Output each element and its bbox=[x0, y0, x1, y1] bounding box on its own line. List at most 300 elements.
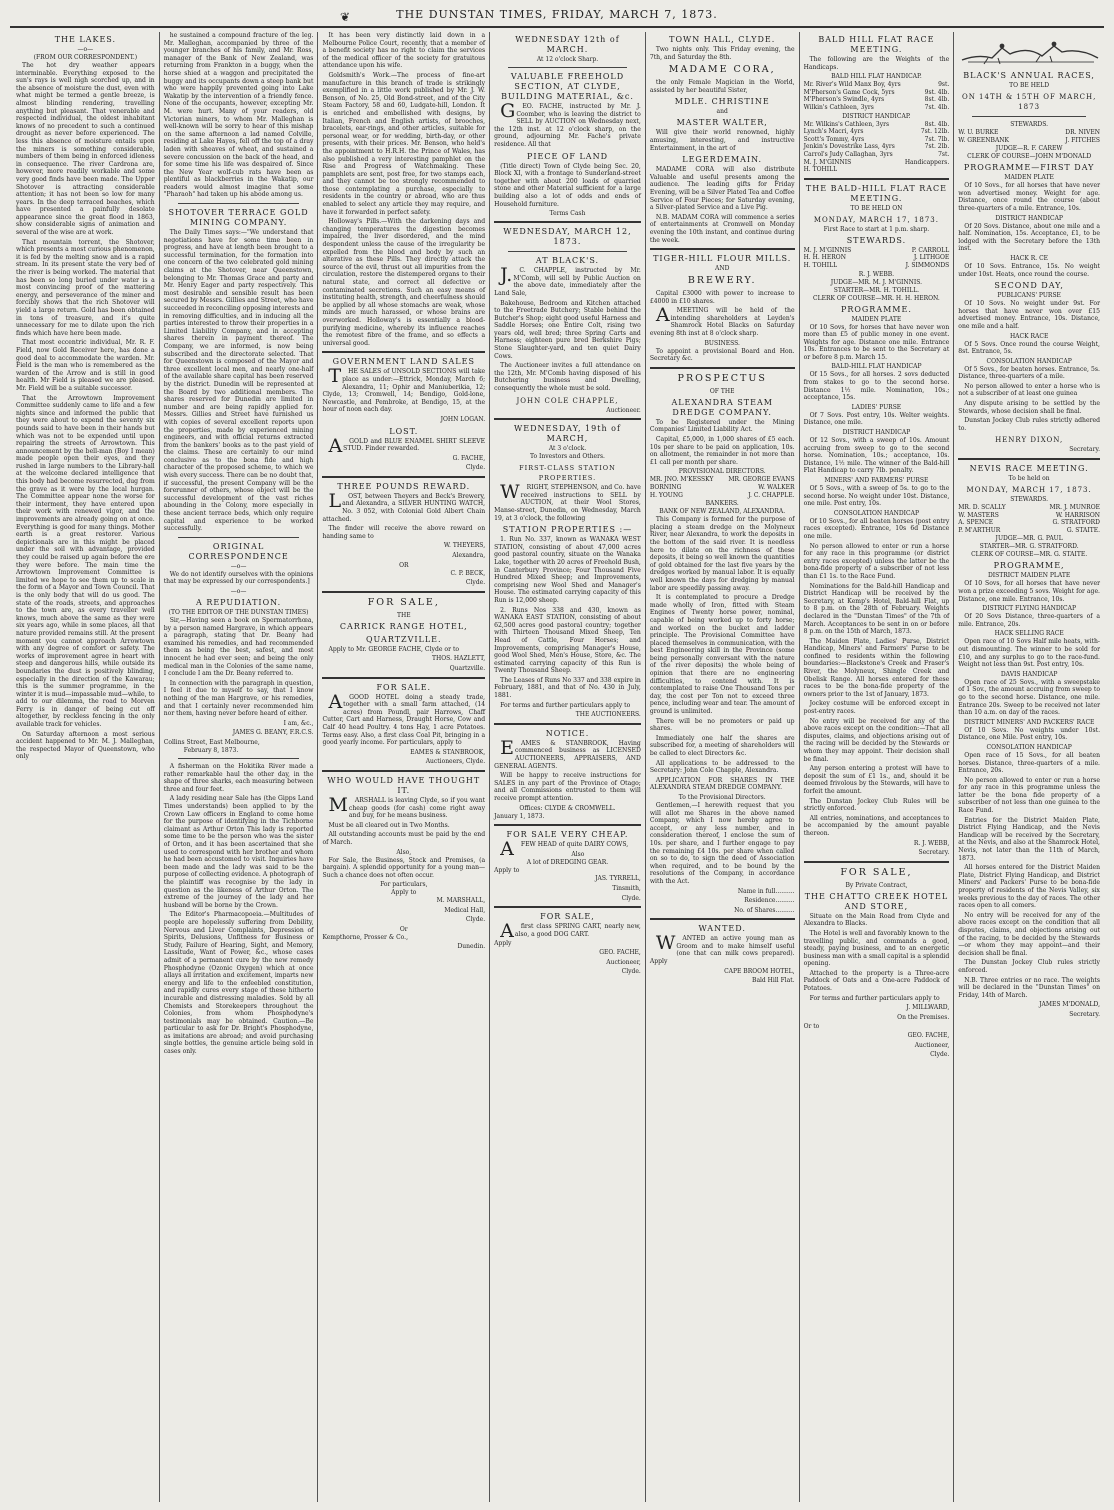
fleuron-left-icon: ❦ bbox=[340, 10, 352, 24]
handicappers-label: Handicappers. bbox=[904, 158, 950, 166]
ad-title: MDLE. CHRISTINE bbox=[674, 97, 770, 107]
ad-title: NOTICE. bbox=[545, 728, 590, 738]
ad-title: FOR SALE. bbox=[376, 682, 432, 692]
ad-terms: Terms Cash bbox=[549, 210, 586, 218]
steward-row-cell: MR. D. SCALLY bbox=[958, 504, 1006, 512]
weight-row-cell: 8st. 4lb. bbox=[924, 96, 950, 104]
ad-body: Capital, £5,000, in 1,000 shares of £5 each. 10s per share to be paid on application, 10s. on allotment, the remainder in not more than £1 call per month per share. bbox=[649, 436, 795, 466]
divider bbox=[958, 458, 1100, 460]
divider bbox=[650, 248, 795, 250]
ad-title: FOR SALE, bbox=[367, 596, 440, 608]
steward-row bbox=[804, 254, 950, 262]
ad-body: Immediately one half the shares are subscribed for, a meeting of shareholders will be called to elect Directors &c. bbox=[649, 734, 795, 757]
director: MR. GEORGE EVANS bbox=[728, 476, 795, 484]
weight-row-cell: 9st. 4lb. bbox=[924, 88, 950, 96]
ad-date: MONDAY, MARCH 17, 1873. bbox=[813, 215, 939, 224]
director: BORNING bbox=[649, 484, 682, 491]
ad-body: The Dunstan Jockey Club rules strictly enforced. bbox=[958, 959, 1100, 974]
ad-location: Clyde. bbox=[465, 464, 486, 472]
divider bbox=[494, 906, 641, 908]
race-title: DISTRICT HANDICAP bbox=[842, 429, 911, 437]
race-title: HACK RACE bbox=[1009, 332, 1049, 340]
handicapper: M. J. M'GINNIS bbox=[803, 158, 852, 166]
ad-body: EAMES & STANBROOK, Having commenced business as LICENSED AUCTIONEERS, APPRAISERS, AND GENERAL AGENTS. bbox=[494, 736, 641, 770]
steward-row bbox=[958, 504, 1100, 512]
ad-location: Secretary. bbox=[1069, 446, 1100, 454]
race-body: Of 10 Sovs. No weights under 10st. Distance, one Mile. Post entry, 10s. bbox=[958, 726, 1100, 742]
letter-close: I am, &c., bbox=[283, 719, 314, 727]
ad-date: MONDAY, MARCH 17, 1873. bbox=[966, 486, 1092, 495]
divider bbox=[508, 67, 627, 68]
ad-signature: JOHN LOGAN. bbox=[440, 415, 486, 423]
ad-body: Bakehouse, Bedroom and Kitchen attached to the Freetrade Butchery; Stable behind the Butcher's Shop; eight good useful Harness and Saddle Horses; one Entire Colt, rising two years old, well bred; three Spring Carts and Harness; eighteen pure bred Berkshire Pigs; Stone Slaughter-yard, and ten quiet Dairy Cows. bbox=[494, 299, 641, 360]
steward-row-cell: G. STAITE. bbox=[1066, 526, 1100, 534]
steward-row-cell: M. J. M'GINNIS bbox=[803, 246, 852, 254]
steward-row-cell: W. MASTERS bbox=[958, 511, 999, 519]
race-body: Of 10 Sovs, for horses that have never won more than £5 of public money in one event. Weights for age. Distance one mile. Entrance 10s. Entrances to be sent to the Secretary at or before 8 p.m. March 15. bbox=[803, 323, 950, 361]
steward-row bbox=[804, 247, 950, 255]
ad-also: Also bbox=[571, 850, 585, 858]
weight-row-cell: Wilkin's Cathleen, 3yrs bbox=[803, 103, 874, 111]
ad-subheading: STEWARDS. bbox=[1010, 496, 1049, 504]
ad-location: Clyde. bbox=[621, 968, 641, 976]
director: W. WALKER bbox=[758, 484, 795, 491]
form-field-name: Name in full.......... bbox=[737, 887, 795, 895]
race-body: Of 5 Sovs., for beaten horses. Entrance, 5s. Distance, three-quarters of a mile. bbox=[958, 365, 1100, 381]
ad-body: For terms and further particulars apply to bbox=[500, 701, 631, 709]
ad-body: AGOLD and BLUE ENAMEL SHIRT SLEEVE STUD. Finder rewarded. bbox=[328, 434, 486, 457]
ad-body: All entries, nominations, and acceptances to be accompanied by the amount payable thereon. bbox=[803, 814, 950, 837]
ad-heading: WEDNESDAY 12th of MARCH. bbox=[515, 35, 620, 54]
ad-signature: CAPE BROOM HOTEL, bbox=[724, 967, 795, 975]
ad-signature: THOS. HAZLETT, bbox=[432, 655, 486, 663]
race-body: Of 5 Sovs. Once round the course Weight, 8st. Entrance, 5s. bbox=[958, 340, 1100, 356]
ad-text: To the Provisional Directors. bbox=[678, 793, 766, 801]
ad-body: No entry will be received for any of the above races except on the condition that all disputes, claims, and objections arising out of the racing, to be decided by the Stewards—or whom they may appoint—and their decision shall be final. bbox=[958, 911, 1100, 957]
ad-official: JUDGE—R. F. CAREW bbox=[995, 145, 1063, 153]
ad-title: THREE POUNDS REWARD. bbox=[337, 481, 471, 491]
ad-subheading: BALD HILL FLAT HANDICAP. bbox=[831, 73, 922, 81]
ad-footer: Dunedin. bbox=[457, 942, 486, 950]
weight-row-cell: Mr. River's Wild Manx Boy, 4yrs bbox=[803, 81, 901, 89]
form-field-shares: No. of Shares.......... bbox=[734, 906, 795, 914]
ad-signature: JAS. TYRRELL, bbox=[595, 875, 641, 883]
race-title: CONSOLATION HANDICAP bbox=[833, 509, 920, 517]
ad-of-the: OF THE bbox=[709, 387, 735, 395]
ad-subheading: At 3 o'clock. bbox=[548, 445, 587, 453]
weight-row bbox=[804, 136, 950, 144]
ad-title: WHO WOULD HAVE THOUGHT IT. bbox=[327, 775, 481, 795]
race-title: CONSOLATION HANDICAP bbox=[986, 743, 1072, 751]
weights-list bbox=[804, 121, 950, 159]
weights-list bbox=[804, 81, 950, 111]
column-4 bbox=[490, 32, 646, 1502]
ad-body: The Hotel is well and favorably known to the travelling public, and commands a good, steady, paying business, and to an energetic business man with a small capital is a splendid opening. bbox=[803, 929, 950, 968]
paragraph: Goldsmith's Work.—The process of fine-art manufacture in this branch of trade is strikingly exemplified in a little work published by Mr. J. W. Benson, of No. 25, Old Bond-street, and of the City Steam Factory, 58 and 60, Ludgate-hill, London. It is enriched and embellished with designs, by Italian, French and English artists, of brooches, bracelets, ear-rings, and other articles, suitable for personal wear, or for wedding, birth-day, or other presents, with their prices. Mr. Benson, who held's the appointment to H.R.H. the Prince of Wales, has also published a very interesting pamphlet on the Rise and Progress of Watchmaking. These pamphlets are sent, post free, for two stamps each, and they cannot be too strongly recommended to those contemplating a purchase, especially to residents in the country or abroad, who are thus enabled to select any article they may require, and have it forwarded in perfect safety. bbox=[322, 71, 486, 216]
race-body: Of 5 Sovs., with a sweep of 5s. to go to the second horse. No weight under 10st. Distance, one mile. Post entry, 10s. bbox=[803, 485, 950, 508]
ad-title: ALEXANDRA STEAM DREDGE COMPANY. bbox=[671, 397, 773, 417]
divider bbox=[494, 221, 641, 223]
steward-row-cell: P. CARROLL bbox=[911, 246, 950, 254]
race-title: DISTRICT FLYING HANDICAP bbox=[982, 605, 1076, 613]
ad-also: Also, bbox=[396, 848, 412, 856]
weight-row-cell: M'Pherson's Swindle, 4yrs bbox=[803, 96, 885, 104]
race-body: Of 10 Sovs. Entrance, 15s. No weight under 10st. Heats, once round the course. bbox=[958, 262, 1100, 278]
divider bbox=[494, 723, 641, 725]
horse-race-vignette-icon bbox=[958, 34, 1104, 68]
ad-body: N.B. MADAM CORA will commence a series of entertainments at Cromwell on Monday evening the 10th instant, and continue during the week. bbox=[649, 213, 795, 244]
ad-title: QUARTZVILLE. bbox=[366, 634, 442, 644]
ad-title: FIRST-CLASS STATION PROPERTIES. bbox=[519, 464, 616, 483]
divider bbox=[804, 178, 950, 180]
ad-body: AGOOD HOTEL doing a steady trade, together with a small farm attached, (14 acres) from Poundl, pair Harrows, Chaff Cutter, Cart and Harness, Draught Horse, Cow and Calf 40 head Poultry. 4 tons Hay, 1 acre Potatoes. Terms easy. Also, a first class Coal Pit, bringing in a good yearly income. For particulars, apply to bbox=[322, 690, 486, 747]
race-body: Of 20 Sovs. Distance, about one mile and a half. Nomination, 15s. Acceptance, £1, to be lodged with the Secretary before the 13th inst. bbox=[958, 222, 1100, 253]
ad-body: For Sale, the Business, Stock and Premises, (a bargain). A splendid opportunity for a young man—Such a chance does not often occur. bbox=[322, 856, 486, 879]
ad-title: AT BLACK'S. bbox=[535, 256, 600, 266]
stewards-list bbox=[958, 504, 1100, 534]
ad-signature: G. FACHE, bbox=[452, 454, 486, 462]
divider bbox=[508, 251, 627, 252]
directors-row bbox=[650, 484, 795, 492]
steward-row-cell: P. M'ARTHUR bbox=[958, 526, 1001, 534]
ad-subheading: TO BE HELD bbox=[1009, 82, 1050, 89]
divider bbox=[178, 537, 300, 538]
ad-footer: Kempthorne, Prosser & Co., bbox=[322, 934, 408, 942]
ad-body: All applications to be addressed to the Secretary: John Cole Chapple, Alexandra. bbox=[649, 759, 795, 775]
steward-row bbox=[958, 137, 1100, 145]
steward-row-cell: H. H. HERON bbox=[803, 254, 846, 262]
ad-body: J.C. CHAPPLE, instructed by Mr. M'Comb, will sell by Public Auction on the above date, immediately after the Land Sale, bbox=[494, 264, 641, 297]
stewards-list bbox=[958, 129, 1100, 144]
ad-apply: Apply bbox=[494, 940, 512, 948]
steward-row bbox=[958, 519, 1100, 527]
steward-row-cell: J. LITHGOE bbox=[913, 254, 950, 262]
ad-signature: GEO. FACHE, bbox=[907, 1032, 950, 1040]
ad-body: Two nights only. This Friday evening, the 7th, and Saturday the 8th. bbox=[649, 46, 795, 61]
ad-and: AND bbox=[715, 265, 730, 273]
paragraph: That mountain torrent, the Shotover, which presents a most curious phenomenon, it is fed by the melting snow and is a rapid stream. In its present state the very bed of the river is being worked. The material that has been so long buried under water is a most convincing proof of the mattering energy, and perseverance of the miner and forcibly shows that the rich Shotover will yield a large return. Gold has been obtained in tons of treasure, and it's quite unnecessary for me to dilate upon the rich finds which have here been made. bbox=[16, 238, 155, 337]
divider bbox=[972, 116, 1086, 117]
ad-body: Nominations for the Bald-hill Handicap and District Handicap will be received by the Secretary, at Kemp's Hotel, Bald-hill Flat, up to 8 p.m. on the 28th of February. Weights declared in the "Dunstan Times" of the 7th of March. Acceptances to be sent in on or before 8 p.m. on the 15th of March, 1873. bbox=[803, 582, 950, 636]
ad-date: ON 14TH & 15TH OF MARCH, 1873 bbox=[961, 93, 1097, 111]
ad-or: Or to bbox=[803, 1023, 820, 1031]
divider bbox=[494, 418, 641, 420]
paragraph: That most eccentric individual, Mr. R. F. Field, now Gold Receiver here, has done a good deal to accommodate the warden. Mr. Field is the man who is remembered as the warden of the Arrow and is still in good health. Mr Field is pleased we are pleased. Mr. Field will be a suitable successor. bbox=[16, 339, 155, 392]
masthead-text: THE DUNSTAN TIMES, FRIDAY, MARCH 7, 1873. bbox=[396, 8, 718, 21]
ad-location: Auctioneer. bbox=[606, 406, 641, 414]
weight-row-cell: Jenkin's Dovestrike Lass, 4yrs bbox=[803, 143, 895, 151]
steward-row bbox=[804, 262, 950, 270]
divider bbox=[650, 918, 795, 920]
weight-row bbox=[804, 96, 950, 104]
ad-title: STATION PROPERTIES :— bbox=[502, 525, 633, 535]
ad-subheading: At 12 o'clock Sharp. bbox=[536, 56, 599, 63]
ad-title: NEVIS RACE MEETING. bbox=[969, 464, 1089, 474]
ad-subheading: STEWARDS. bbox=[846, 235, 907, 245]
race-title: HACK R. CE bbox=[1010, 254, 1049, 262]
ad-offices: Offices: CLYDE & CROMWELL. bbox=[519, 804, 616, 812]
steward-row-cell: J. FITCHES bbox=[1065, 136, 1100, 144]
ad-official: CLERK OF COURSE—MR. H. H. HERON. bbox=[813, 294, 940, 302]
paragraph: The Daily Times says:—"We understand that negotiations have for some time been in progress, and have at length been brought to a successful termination, for the formation into one concern of the two celebrated gold mining claims at the Shotover, near Queenstown, belonging to Mr. Thomas Grace and party and Mr. Henry Eager and party respectively. This most desirable and sensible result has been secured by Messrs. Gillies and Street, who have succeeded in reconciling opposing interests and in removing difficulties, and in inducing all the parties interested to throw their properties in a Limited Liability Company, and in accepting shares therein in payment thereof. The Company, we are informed, is now being subscribed and the directorate selected. That for Queenstown is composed of the Mayor and three excellent local men, and nearly one-half of the available share capital has been reserved by the district. Dunedin will be represented at the Board by two additional members. The shares reserved for Dunedin are limited in number and are being rapidly applied for. Messrs. Gillies and Street have furnished us with copies of several excellent reports upon the properties, made by experienced mining engineers, and with official returns extracted from the bankers' books as to the past yield of the claims. These are certainly to our mind conclusive as to the bona fide and high character of the proposed scheme, to which we wish every success. There can be no doubt that, if successful, the present Company will be the forerunner of others, whose object will be the successful development of the vast riches abounding in the Colony, more especially in these ancient terrace beds, which only require capital and experience to be worked successfully. bbox=[163, 229, 314, 533]
ad-body: MADAME CORA will also distribute Valuable and useful presents among the audience. The leading gifts for Friday Evening, will be a Silver Plated Tea and Coffee Service of Four Pieces; for Saturday evening, a Silver-plated Service and a Live Pig. bbox=[649, 166, 795, 212]
ad-title: LEGERDEMAIN. bbox=[682, 155, 763, 165]
paragraph: In connection with the paragraph in question, I feel it due to myself to say, that I know nothing of the man Hargrave, or his remedies, and that I certainly never recommended him nor them, having never before heard of either. bbox=[163, 679, 314, 718]
ad-title: BLACK'S ANNUAL RACES, bbox=[963, 71, 1095, 80]
dash: —o— bbox=[230, 562, 247, 570]
weight-row-cell: 7st. 4lb. bbox=[924, 103, 950, 111]
ad-text: For particulars, bbox=[380, 881, 428, 889]
race-title: DISTRICT HANDICAP bbox=[995, 214, 1063, 222]
ad-body: GEO. FACHE, instructed by Mr. J. Coomber, who is leaving the district to SELL by AUCTION on Wednesday next, the 12th inst. at 12 o'clock sharp, on the ground, adjourning Mr. Fache's private residence. All that bbox=[494, 100, 641, 148]
ad-signature: M. MARSHALL, bbox=[436, 897, 486, 905]
ad-title: LOST. bbox=[389, 426, 419, 436]
ad-body: The Dunstan Jockey Club Rules will be strictly enforced. bbox=[803, 797, 950, 813]
ad-text: Apply to bbox=[391, 889, 417, 897]
paragraph: Sir,—Having seen a book on Spermatorrhœa, by a person named Hargrave, in which appears a paragraph, stating that Dr. Beany had examined his remedies, and had recommended them as being the best, safest, and most innocent he had ever seen; and being the only medical man in the Colonies of the same name, I conclude I am the Dr. Beany referred to. bbox=[163, 617, 314, 678]
ad-body: No person allowed to enter or run a horse for any race in this programme (or district entry races excepted) unless the latter be the bona-fide property of a subscriber of not less than £1 1s. to the Race Fund. bbox=[803, 542, 950, 580]
ad-body: WRIGHT, STEPHENSON, and Co. have received instructions to SELL by AUCTION, at their Wool Stores, Manse-street, Dunedin, on Wednesday, March 19, at 3 o'clock, the following bbox=[494, 481, 641, 522]
weight-row-cell: 7st. bbox=[938, 150, 950, 158]
steward-row-cell: DR. NIVEN bbox=[1065, 129, 1100, 136]
ad-body: WANTED an active young man as Groom and to make himself useful (one that can milk cows prepared). Apply bbox=[649, 932, 795, 966]
section-title: ORIGINAL CORRESPONDENCE bbox=[188, 541, 289, 561]
divider bbox=[494, 824, 641, 826]
weight-row bbox=[804, 104, 950, 112]
race-body: Of 20 Sovs Distance, three-quarters of a mile. Entrance, 20s. bbox=[958, 613, 1100, 628]
race-body: Of 10 Sovs, for all horses that have never won a prize exceeding 5 sovs. Weight for age. Distance, one mile. Entrance, 10s. bbox=[958, 580, 1100, 603]
ad-and: and bbox=[716, 108, 728, 116]
ad-title: CARRICK RANGE HOTEL, bbox=[339, 621, 468, 631]
paragraph: he sustained a compound fracture of the leg. Mr. Malleghan, accompanied by three of the younger branches of his family, and Mr. Ross, manager of the Bank of New Zealand, was returning from Frankton in a buggy, when the horse shied at a waggon and precipitated the buggy and its occupants down a steep bank but who were happily prevented going into Lake Wakatip by the intervention of a friendly fence. None of the occupants, however, excepting Mr. M. were hurt. Many of your readers, old Victorian miners, to whom Mr. Malleghan is well-known will be sorry to hear of this mishap on the same afternoon a lad named Colville, residing at Lake Hayes, fell off the top of a dray laden with sheaves of wheat, and sustained a severe concussion on the back of the head, and for some time his life was despaired of. Since the New Year wolf-cub rats have been as plentiful as blackberries in the Wakatip, our readers would almost imagine that some "Pharaoh" had taken up his abode among us. bbox=[163, 32, 314, 199]
weight-row bbox=[804, 128, 950, 136]
race-body: Of 10 Sovs., for all beaten horses (post entry races excepted). Entrance, 10s 6d Distance one mile. bbox=[803, 517, 950, 540]
ad-body: (Title direct) Town of Clyde being Sec. 20, Block XI, with a frontage to Sunderland-street together with about 200 loads of quarried stone and other Material sufficient for a large building also a lot of odds and ends of Household furniture. bbox=[494, 162, 641, 208]
ad-signature: R. J. WEBB, bbox=[913, 839, 950, 847]
weight-row bbox=[804, 151, 950, 159]
race-body: Open race of 25 Sovs., with a sweepstake of 1 Sov., the amount accruing from sweep to go to the second horse. Distance, one mile. Entrance 20s. Sweep to be received not later than 10 a.m. on day of the races. bbox=[958, 678, 1100, 717]
ad-text: To be held on bbox=[1008, 475, 1050, 483]
column-2 bbox=[160, 32, 319, 1502]
ad-body: THE SALES of UNSOLD SECTIONS will take place as under:—Ettrick, Monday, March 6; Alexandra, 11; Ophir and Maniuberikia, 12; Clyde, 13; Cromwell, 14; Bendigo, Gold-lone, Newcastle, and Pembroke, at Bendigo, 15, at the hour of noon each day. bbox=[322, 365, 486, 414]
article-title: THE LAKES. bbox=[54, 35, 117, 44]
ad-body: To appoint a provisional Board and Hon. Secretary &c. bbox=[649, 347, 795, 363]
ad-title: MASTER WALTER, bbox=[676, 118, 768, 128]
paragraph: The Editor's Pharmacopoeia.—Multitudes of people are hopelessly suffering from Debility, Nervous and Liver Complaints, Depression of Spirits, Delusions, Unfitness for Business or Study, Failure of Hearing, Sight, and Memory, Lassitude, Want of Power, &c., whose cases admit of a permanent cure by the new remedy Phosphodyne (Ozonic Oxygen) which at once allays all irritation and excitement, imparts new energy and life to the enfeebled constitution, and rapidly cures every stage of these hitherto incurable and distressing maladies. Sold by all Chemists and Storekeepers throughout the Colonies, from whom Phosphodyne's testimonials may be obtained. Caution.—Be particular to ask for Dr. Bright's Phosphodyne, as imitations are abroad; and avoid purchasing single bottles, the genuine article being sold in cases only. bbox=[163, 911, 314, 1056]
ad-location: Clyde. bbox=[465, 916, 486, 924]
divider bbox=[178, 203, 300, 204]
letter-date: February 8, 1873. bbox=[183, 746, 239, 754]
handicappers-row bbox=[804, 159, 950, 167]
divider bbox=[178, 758, 300, 759]
weight-row-cell: 7st. 2lb. bbox=[924, 143, 950, 151]
race-body: Of 10 Sovs. No weight under 9st. For horses that have never won over £15 advertised money. Entrance, 10s. Distance, one mile and a half. bbox=[958, 300, 1100, 330]
ad-body: 2. Runs Nos 338 and 430, known as WANAKA EAST STATION, consisting of about 62,500 acres good pastoral country; together with Thirteen Thousand Mixed Sheep, Ten Head of Cattle, Four Horses; and Improvements, comprising Manager's House, good Wool Shed, Men's House, Store, &c. The estimated carrying capacity of this Run is Twenty Thousand Sheep. bbox=[494, 606, 641, 675]
weight-row-cell: Scott's Tommy, 4yrs bbox=[803, 135, 865, 143]
race-title: MAIDEN PLATE bbox=[851, 315, 902, 323]
weight-row bbox=[804, 143, 950, 151]
race-title: BALD-HILL FLAT HANDICAP bbox=[831, 363, 922, 371]
ad-body: To be Registered under the Mining Companies' Limited Liability Act. bbox=[649, 418, 795, 434]
ad-body: No entry will be received for any of the above races except on the condition:—That all disputes, claims, and objections arising out of the racing will be decided by the Stewards or whom they may appoint. Their decision shall be final. bbox=[803, 717, 950, 763]
weight-row bbox=[804, 121, 950, 129]
ad-body: The Auctioneer invites a full attendance on the 12th, Mr. M'Comb having disposed of his Butchering business and Dwelling, consequently the whole must be sold. bbox=[494, 362, 641, 393]
ad-body: The following are the Weights of the Handicaps. bbox=[803, 56, 950, 71]
paragraph: On Saturday afternoon a most serious accident happened to Mr. M. J. Malleghan, the respected Mayor of Queenstown, who only bbox=[16, 730, 155, 761]
steward: R. J. WEBB. bbox=[858, 270, 895, 278]
steward-row bbox=[958, 512, 1100, 520]
weight-row-cell: 8st. 4lb. bbox=[924, 120, 950, 128]
ad-location: Auctioneer, bbox=[606, 958, 641, 966]
byline: (FROM OUR CORRESPONDENT.) bbox=[33, 54, 138, 61]
ad-official: CLERK OF COURSE—MR. G. STAITE. bbox=[971, 551, 1088, 559]
divider bbox=[322, 770, 485, 772]
ad-body: The Maiden Plate, Ladies' Purse, District Handicap, Miners' and Farmers' Purse to be confined to residents within the following boundaries:—Blackstone's Creek and Fraser's River, the Molyneux, Shingle Creek and Obelisk Range. All horses entered for these races to be the bona-fide property of the owners prior to the 1st of January, 1873. bbox=[803, 637, 950, 698]
letter-address-line: Collins Street, East Melbourne, bbox=[163, 738, 260, 746]
ad-subheading: PROVISIONAL DIRECTORS. bbox=[678, 468, 766, 476]
paragraph: Holloway's Pills.—With the darkening days and changing temperatures the digestion becomes impaired, the liver disordered, and the mind despondent unless the cause of the irregularity be expelled from the blood and body by such an alterative as these Pills. They directly attack the source of the evil, thrust out all impurities from the circulation, restore the distempered organs to their natural state, and correct all defective or contaminated secretions. Such an easy means of instituting health, strength, and cheerfulness should be applied by all whose stomachs are weak, whose minds are much harassed, or whose brains are overworked. Holloway's is essentially a blood-purifying medicine, whereby its influence reaches the remotest fibre of the frame, and so effects a universal good. bbox=[322, 218, 486, 347]
ad-date: January 1, 1873. bbox=[494, 812, 545, 820]
ad-subheading: DISTRICT HANDICAP. bbox=[842, 112, 911, 120]
column-5 bbox=[646, 32, 800, 1502]
ad-body: N.B. Three entries or no race. The weights will be declared in the "Dunstan Times" on Friday, 14th of March. bbox=[958, 976, 1100, 999]
weight-row-cell: Carrol's Judy Callaghan, 3yrs bbox=[803, 150, 893, 158]
ad-body: A lot of DREDGING GEAR. bbox=[526, 858, 609, 866]
paragraph: It has been very distinctly laid down in a Melbourne Police Court, recently, that a member of a benefit society has no right to claim the services of the medical officer of the society for gratuitous attendance upon his wife. bbox=[322, 32, 486, 70]
divider bbox=[322, 677, 485, 679]
ad-location: Clyde. bbox=[465, 579, 486, 587]
steward-row bbox=[958, 129, 1100, 137]
director: J. C. CHAPPLE. bbox=[748, 491, 795, 499]
race-body: Of 12 Sovs., with a sweep of 10s. Amount accruing from sweep to go to the second horse. Nomination, 10s.; acceptance, 10s. Distance, 1½ mile. The winner of the Bald-hill Flat Handicap to carry 7lb. penalty. bbox=[803, 437, 950, 475]
paragraph: A fisherman on the Hokitika River made a rather remarkable haul the other day, in the shape of three sharks, each measuring between three and four feet. bbox=[163, 763, 314, 793]
steward-row-cell: MR. J. MUNROE bbox=[1049, 504, 1100, 512]
steward-row-cell: H. TOHILL bbox=[803, 261, 838, 269]
steward-row-cell: W. HARRISON bbox=[1055, 511, 1100, 519]
race-body: Open race of 10 Sovs Half mile heats, with-out dismounting. The winner to be sold for £10, and any surplus to go to the race-fund. Weight not less than 9st. Post entry, 10s. bbox=[958, 638, 1100, 669]
ad-body: Will give their world renowned, highly amusing, interesting, and instructive Entertainment, in the art of bbox=[649, 129, 795, 152]
steward-row-cell: A. SPENCE bbox=[958, 519, 994, 527]
ad-body: Afirst class SPRING CART, nearly new, also, a good DOG CART. bbox=[500, 920, 641, 943]
ad-location: Clyde. bbox=[930, 1051, 950, 1059]
divider bbox=[322, 351, 485, 353]
ad-body: AMEETING will be held of the intending shareholders at Leyden's Shamrock Hotel Blacks on Saturday evening 8th inst at 8 o'clock sharp. bbox=[649, 304, 795, 338]
weight-row-cell: 9st. bbox=[938, 81, 950, 89]
ad-title: THE BALD-HILL FLAT RACE MEETING. bbox=[805, 183, 947, 203]
ad-signature: JOHN COLE CHAPPLE, bbox=[516, 396, 619, 405]
race-title: MAIDEN PLATE bbox=[1004, 174, 1054, 182]
divider bbox=[322, 591, 485, 593]
ad-title: GOVERNMENT LAND SALES bbox=[332, 357, 475, 367]
ad-subheading: STEWARDS. bbox=[1010, 121, 1049, 128]
weight-row bbox=[804, 81, 950, 89]
dash: —o— bbox=[77, 46, 94, 53]
dash: —o— bbox=[230, 588, 247, 595]
ad-body: The Leases of Runs No 337 and 338 expire in February, 1881, and that of No. 430 in July, 1881. bbox=[494, 676, 641, 700]
ad-body: All horses entered for the District Maiden Plate, District Flying Handicap, and District Miners' and Packers' Purse to be bona-fide property of residents of the Nevis Valley, six weeks previous to the day of races. The other races open to all comers. bbox=[958, 864, 1100, 910]
ad-location: Auctioneer, bbox=[914, 1041, 950, 1049]
ad-body: AFEW HEAD of quite DAIRY COWS, bbox=[500, 838, 629, 861]
ad-body: Entries for the District Maiden Plate, District Flying Handicap, and the Nevis Handicap will be received by the Secretary, at the Nevis, and also at the Shamrock Hotel, Nevis, not later than the 11th of March, 1873. bbox=[958, 816, 1100, 862]
race-title: DISTRICT MAIDEN PLATE bbox=[987, 572, 1071, 580]
column-7 bbox=[954, 32, 1104, 1502]
ad-the: THE bbox=[396, 611, 411, 619]
ad-title: FOR SALE, bbox=[540, 912, 595, 922]
paragraph: The hot dry weather appears interminable. Everything exposed to the sun's rays is well nigh scorched up, and in the absence of moisture the dust, even with what might be termed a gentle breeze, is almost blinding rendering, travelling anything but pleasant. That venerable and respected individual, the oldest inhabitant knows of no precedent to such a continued drought as never before experienced. The less this absence of moisture entails upon the miners is something considerable, numbers of them being in enforced idleness in consequence. The river Cardrona are, however, more readily workable and some very good finds have been made. The Upper Shotover is attracting considerable attention; it has not been so low for many years. In the deep terraced beaches, which have presented a painfully desolate appearance since the great flood in 1863, show considerable signs of animation and several of the wise are at work. bbox=[16, 62, 155, 237]
ad-body: APPLICATION FOR SHARES IN THE ALEXANDRA STEAM DREDGE COMPANY. bbox=[649, 776, 795, 792]
steward-row bbox=[958, 527, 1100, 535]
director: H. YOUNG bbox=[649, 491, 683, 499]
ad-or: OR bbox=[399, 561, 409, 569]
race-title: MINERS' AND FARMERS' PURSE bbox=[824, 477, 929, 484]
ad-location: Secretary. bbox=[1069, 1010, 1100, 1018]
ad-location: Bald Hill Flat. bbox=[752, 977, 795, 985]
ad-body: Must be all cleared out in Two Months. bbox=[328, 821, 450, 829]
steward-row-cell: W. U. BURKE bbox=[958, 129, 999, 136]
ad-body: MARSHALL is leaving Clyde, so if you want cheap goods (for cash) come right away and buy, for he means business. bbox=[328, 793, 486, 820]
ad-title: THE CHATTO CREEK HOTEL AND STORE, bbox=[804, 891, 949, 911]
ad-official: STARTER—MR. G. STRATFORD. bbox=[979, 543, 1079, 551]
ad-official: STARTER—MR. H. TOHILL. bbox=[833, 286, 920, 294]
divider bbox=[322, 476, 485, 478]
ad-location: Clyde. bbox=[621, 894, 641, 902]
race-title: HACK SELLING RACE bbox=[994, 630, 1064, 638]
ad-heading: WEDNESDAY, MARCH 12, 1873. bbox=[503, 227, 632, 247]
ad-body: No person allowed to enter or run a horse for any race in this programme unless the latter be the bona fide property of a subscriber of not less than one guinea to the Race Fund. bbox=[958, 776, 1100, 815]
weight-row bbox=[804, 89, 950, 97]
letter-address: (TO THE EDITOR OF THE DUNSTAN TIMES) bbox=[168, 609, 309, 616]
race-title: DISTRICT MINERS' AND PACKERS' RACE bbox=[963, 718, 1095, 726]
ad-title: FOR SALE, bbox=[840, 866, 913, 878]
ad-location: Auctioneers, Clyde. bbox=[425, 758, 486, 766]
paragraph: A lady residing near Sale has (the Gipps Land Times understands) been applied to by the Crown Law officers in England to come home for the purpose of identifying in the Tichborne claimant as Arthur Orton This lady is reported some time to be the person who was the sister of Orton, and it has been ascertained that she used to correspond with her brother and whom he had been accustomed to visit. Inquiries have been made and the lady was said to be the purpose of collecting evidence. A photograph of the plaintiff was recognise by the lady in question as the likeness of Arthur Orton. The extreme of the journey of the lady and her husband will be borne by the Crown. bbox=[163, 795, 314, 909]
ad-body: Dunstan Jockey Club rules strictly adhered to. bbox=[958, 417, 1100, 432]
ad-signature: JAMES M'DONALD, bbox=[1039, 1001, 1100, 1009]
stewards-list bbox=[804, 247, 950, 270]
ad-body: Any dispute arising to be settled by the Stewards, whose decision shall be final. bbox=[958, 400, 1100, 415]
ad-title: PIECE OF LAND bbox=[526, 151, 608, 161]
ad-apply: Apply to bbox=[494, 866, 520, 874]
ad-text: TO BE HELD ON bbox=[850, 204, 903, 212]
ad-subheading: BANKERS. bbox=[705, 500, 739, 508]
article-title: SHOTOVER TERRACE GOLD MINING COMPANY. bbox=[168, 208, 309, 228]
directors-row bbox=[650, 492, 795, 500]
ad-location: Alexandra, bbox=[452, 552, 486, 560]
ad-title: WANTED. bbox=[698, 924, 746, 934]
ad-subheading: SECOND DAY, bbox=[994, 281, 1064, 291]
ad-title: VALUABLE FREEHOLD SECTION, AT CLYDE, BUILDING MATERIAL, &c. bbox=[501, 72, 634, 101]
ad-body: There will be no promoters or paid up shares. bbox=[649, 717, 795, 733]
column-3 bbox=[318, 32, 490, 1502]
weight-row-cell: 7st. 12lb. bbox=[920, 128, 950, 136]
directors-row bbox=[650, 476, 795, 484]
ad-body: LOST, between Theyers and Beck's Brewery, and Alexandra, a SILVER HUNTING WATCH, No. 3 052, with Colonial Gold Albert Chain attached. bbox=[322, 489, 486, 523]
ad-location: Tinsmith, bbox=[612, 884, 641, 892]
ad-signature: THE AUCTIONEERS. bbox=[575, 711, 641, 719]
ad-body: Attached to the property is a Three-acre Paddock of Oats and a One-acre Paddock of Potatoes. bbox=[803, 969, 950, 993]
ad-signature: HENRY DIXON, bbox=[995, 436, 1064, 445]
ad-body: All outstanding accounts must be paid by the end of March. bbox=[322, 831, 486, 846]
ad-signature: EAMES & STANBROOK, bbox=[410, 748, 486, 756]
ad-text: First Race to start at 1 p.m. sharp. bbox=[823, 225, 930, 233]
weight-row-cell: M'Pherson's Game Cock, 5yrs bbox=[803, 88, 895, 96]
ad-signature: C. P. BECK, bbox=[450, 569, 486, 577]
steward-row-cell: W. GREENBANK bbox=[958, 136, 1010, 144]
ad-title: TOWN HALL, CLYDE. bbox=[669, 35, 776, 44]
note: We do not identify ourselves with the opinions that may be expressed by our correspondents.] bbox=[163, 570, 314, 586]
ad-title: PROSPECTUS bbox=[677, 372, 767, 384]
race-title: CONSOLATION HANDICAP bbox=[986, 357, 1072, 365]
